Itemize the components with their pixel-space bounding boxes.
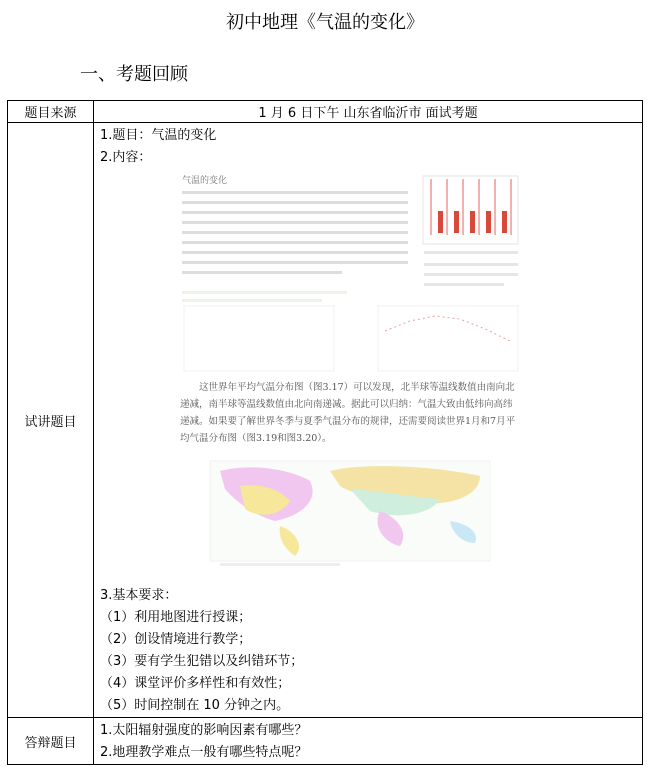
excerpt-paragraph: 这世界年平均气温分布图（图3.17）可以发现，北半球等温线数值由南向北递减，南半球等温线数值由北向南递减。据此可以归纳：气温大致由低纬向高纬递减。如果要了解世界冬季与夏季气温分布的规律，还需要阅读世界1月和7月平均气温分布图（图3.19和图3.20）。 bbox=[180, 382, 516, 444]
requirement-5: （5）时间控制在 10 分钟之内。 bbox=[100, 698, 290, 713]
section-heading: 一、考题回顾 bbox=[80, 64, 188, 85]
textbook-page-image bbox=[180, 171, 520, 581]
world-temperature-map bbox=[210, 461, 490, 566]
defense-question-1: 1.太阳辐射强度的影响因素有哪些？ bbox=[100, 723, 308, 738]
requirement-3: （3）要有学生犯错以及纠错环节； bbox=[100, 654, 304, 669]
faded-charts-row bbox=[182, 291, 518, 371]
requirement-4: （4）课堂评价多样性和有效性； bbox=[100, 676, 291, 691]
faded-bar-chart bbox=[423, 176, 518, 244]
exam-table bbox=[7, 100, 643, 765]
source-value: 1 月 6 日下午 山东省临沂市 面试考题 bbox=[94, 101, 643, 123]
lecture-content bbox=[94, 123, 643, 718]
excerpt-heading: 气温的变化 bbox=[182, 176, 228, 186]
requirement-1: （1）利用地图进行授课； bbox=[100, 610, 252, 625]
content-label: 2.内容： bbox=[100, 150, 152, 165]
document-title: 初中地理《气温的变化》 bbox=[226, 12, 424, 33]
defense-content bbox=[94, 718, 643, 765]
requirements-label: 3.基本要求： bbox=[100, 588, 178, 603]
defense-label: 答辩题目 bbox=[8, 718, 94, 765]
defense-question-2: 2.地理教学难点一般有哪些特点呢？ bbox=[100, 745, 308, 760]
source-label: 题目来源 bbox=[8, 101, 94, 123]
textbook-scan bbox=[100, 171, 642, 581]
faded-text-lines bbox=[182, 191, 408, 274]
lecture-label: 试讲题目 bbox=[8, 123, 94, 718]
requirement-2: （2）创设情境进行教学； bbox=[100, 632, 252, 647]
lecture-topic: 1.题目：气温的变化 bbox=[100, 128, 217, 143]
